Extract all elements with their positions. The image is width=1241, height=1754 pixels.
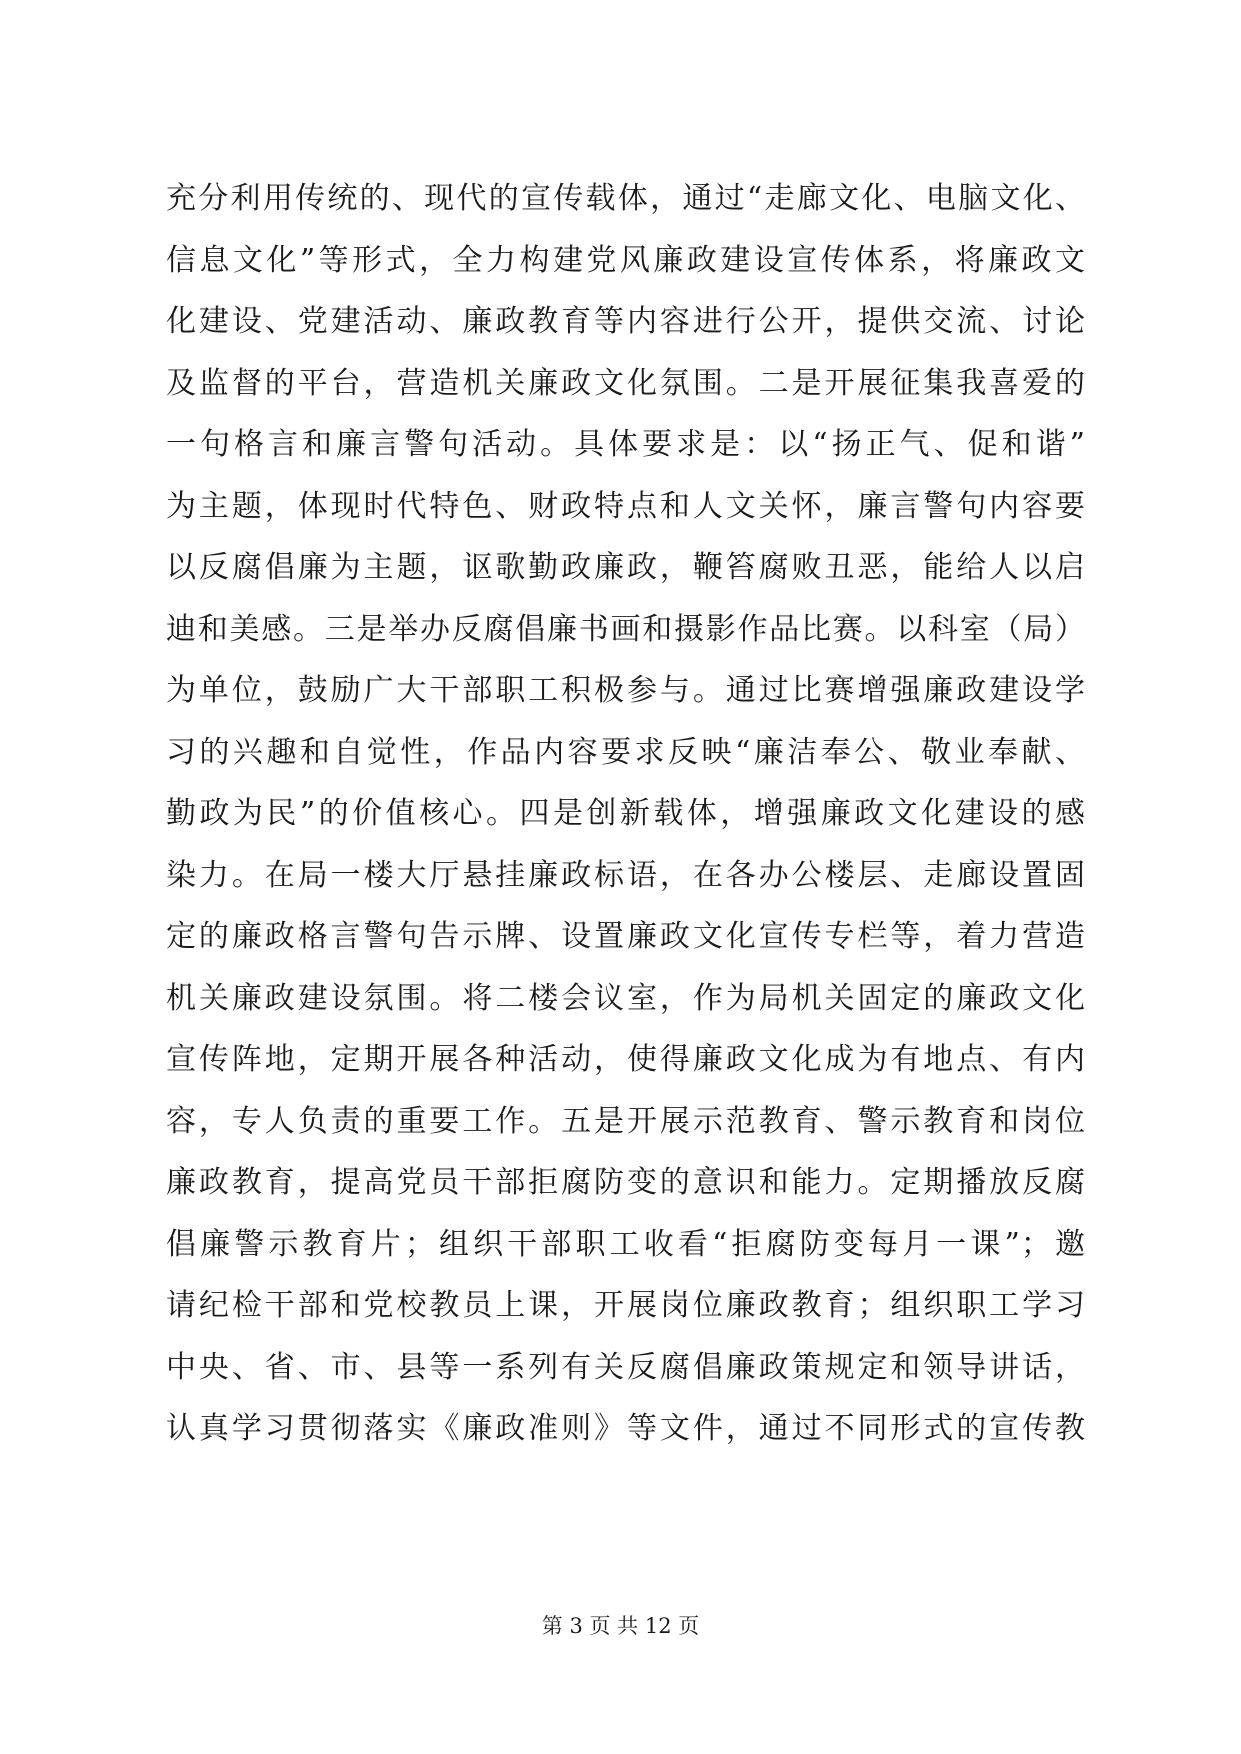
text-line: 化建设、党建活动、廉政教育等内容进行公开，提供交流、讨论 <box>166 304 1086 339</box>
text-line: 认真学习贯彻落实《廉政准则》等文件，通过不同形式的宣传教 <box>166 1411 1086 1446</box>
text-line: 倡廉警示教育片；组织干部职工收看“拒腐防变每月一课”；邀 <box>166 1226 1086 1262</box>
text-line: 以反腐倡廉为主题，讴歌勤政廉政，鞭笞腐败丑恶，能给人以启 <box>166 550 1086 585</box>
body-text <box>166 168 1086 1460</box>
text-line: 宣传阵地，定期开展各种活动，使得廉政文化成为有地点、有内 <box>166 1042 1086 1077</box>
text-line: 一句格言和廉言警句活动。具体要求是：以“扬正气、促和谐” <box>166 427 1086 462</box>
text-line: 信息文化”等形式，全力构建党风廉政建设宣传体系，将廉政文 <box>166 242 1086 278</box>
text-line: 容，专人负责的重要工作。五是开展示范教育、警示教育和岗位 <box>166 1103 1086 1139</box>
text-line: 充分利用传统的、现代的宣传载体，通过“走廊文化、电脑文化、 <box>166 181 1086 216</box>
text-line: 中央、省、市、县等一系列有关反腐倡廉政策规定和领导讲话， <box>166 1349 1086 1385</box>
text-line: 为单位，鼓励广大干部职工积极参与。通过比赛增强廉政建设学 <box>166 673 1086 708</box>
text-line: 习的兴趣和自觉性，作品内容要求反映“廉洁奉公、敬业奉献、 <box>166 734 1086 770</box>
text-line: 请纪检干部和党校教员上课，开展岗位廉政教育；组织职工学习 <box>166 1288 1086 1323</box>
text-line: 迪和美感。三是举办反腐倡廉书画和摄影作品比赛。以科室（局） <box>166 611 1086 647</box>
text-line: 廉政教育，提高党员干部拒腐防变的意识和能力。定期播放反腐 <box>166 1165 1086 1200</box>
text-line: 机关廉政建设氛围。将二楼会议室，作为局机关固定的廉政文化 <box>166 980 1086 1016</box>
text-line: 及监督的平台，营造机关廉政文化氛围。二是开展征集我喜爱的 <box>166 365 1086 401</box>
page-number-footer: 第 3 页 共 12 页 <box>541 1614 700 1638</box>
text-line: 勤政为民”的价值核心。四是创新载体，增强廉政文化建设的感 <box>166 796 1086 831</box>
text-line: 定的廉政格言警句告示牌、设置廉政文化宣传专栏等，着力营造 <box>166 919 1086 954</box>
text-line: 为主题，体现时代特色、财政特点和人文关怀，廉言警句内容要 <box>166 488 1086 524</box>
text-line: 染力。在局一楼大厅悬挂廉政标语，在各办公楼层、走廊设置固 <box>166 857 1086 893</box>
